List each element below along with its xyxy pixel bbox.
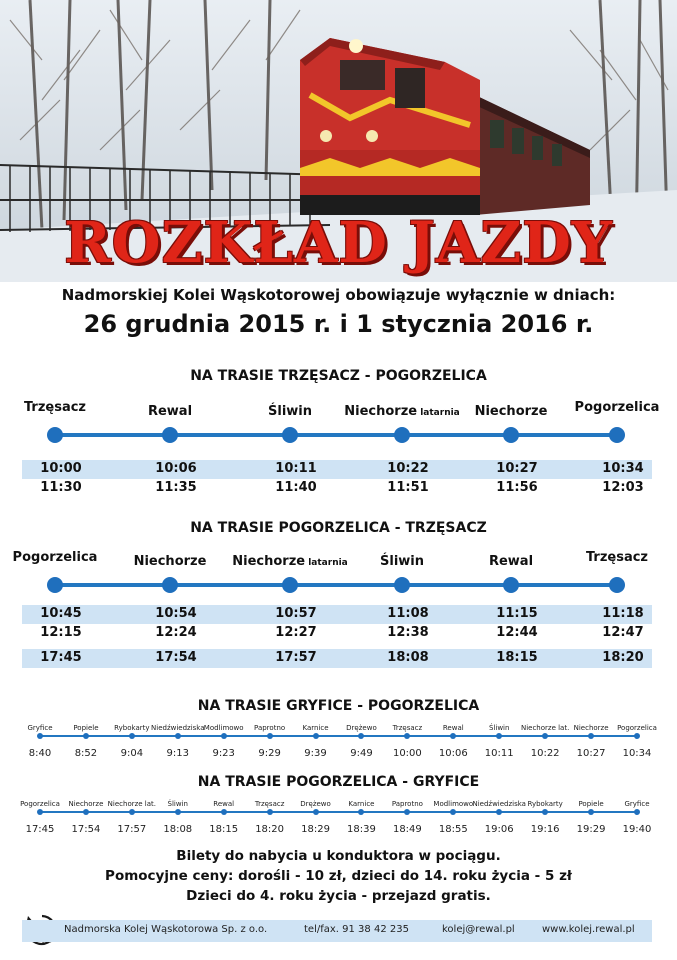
station-name: Karnice <box>302 724 329 732</box>
departure-time: 12:15 <box>40 625 82 640</box>
station-dot <box>588 809 594 815</box>
station-dot <box>404 809 410 815</box>
station-name: Popiele <box>578 800 604 808</box>
station-name: Rewal <box>213 800 235 808</box>
route2-title: NA TRASIE POGORZELICA - TRZĘSACZ <box>190 520 487 536</box>
station-name: Modlimowo <box>203 724 244 732</box>
departure-time: 18:08 <box>387 650 429 665</box>
departure-time: 10:00 <box>40 461 82 476</box>
departure-time: 10:27 <box>496 461 538 476</box>
departure-time: 10:27 <box>576 748 606 759</box>
departure-time: 17:57 <box>117 824 147 835</box>
station-dot <box>404 733 410 739</box>
departure-time: 18:20 <box>602 650 644 665</box>
station-label <box>13 550 98 565</box>
station-name: Modlimowo <box>433 800 474 808</box>
departure-time: 18:39 <box>347 824 376 835</box>
poster-title: ROZKŁAD JAZDY <box>64 210 613 276</box>
departure-time: 19:29 <box>576 824 606 835</box>
departure-time: 18:49 <box>392 824 422 835</box>
station-dot <box>609 577 625 593</box>
station-dot <box>358 809 364 815</box>
station-name: Śliwin <box>167 800 188 808</box>
station-name: Rybokarty <box>527 800 563 808</box>
station-label <box>489 554 533 569</box>
departure-time: 8:40 <box>28 748 52 759</box>
station-dot <box>221 733 227 739</box>
station-label <box>148 404 192 419</box>
station-name: Rewal <box>488 554 534 569</box>
station-dot <box>503 427 519 443</box>
station-dot <box>503 577 519 593</box>
station-suffix: latarnia <box>417 408 460 418</box>
station-dot <box>83 733 89 739</box>
timetable-row <box>22 460 652 479</box>
station-name: Niedźwiedziska <box>151 724 205 732</box>
station-name: Karnice <box>348 800 375 808</box>
station-label <box>475 404 548 419</box>
footer-phone: tel/fax. 91 38 42 235 <box>304 924 409 935</box>
departure-time: 18:15 <box>209 824 239 835</box>
station-dot <box>37 809 43 815</box>
departure-time: 10:06 <box>155 461 197 476</box>
route1-title: NA TRASIE TRZĘSACZ - POGORZELICA <box>190 368 487 384</box>
station-name: Gryfice <box>624 800 650 808</box>
footer-company: Nadmorska Kolej Wąskotorowa Sp. z o.o. <box>64 924 268 935</box>
station-dot <box>588 733 594 739</box>
departure-time: 10:22 <box>387 461 429 476</box>
departure-time: 11:18 <box>602 606 644 621</box>
station-dot <box>313 733 319 739</box>
departure-time: 12:24 <box>155 625 197 640</box>
station-dot <box>175 733 181 739</box>
station-dot <box>47 427 63 443</box>
route4-diagram <box>0 798 677 842</box>
dates-heading: 26 grudnia 2015 r. i 1 stycznia 2016 r. <box>83 310 594 338</box>
station-name: Rybokarty <box>114 724 150 732</box>
station-name: Śliwin <box>488 724 510 732</box>
route4-title: NA TRASIE POGORZELICA - GRYFICE <box>197 774 480 790</box>
station-name: Trzęsacz <box>23 400 87 415</box>
departure-time: 10:06 <box>438 748 468 759</box>
departure-time: 11:35 <box>155 480 197 495</box>
station-label <box>586 550 648 565</box>
station-dot <box>37 733 43 739</box>
timetable-row <box>22 605 652 624</box>
departure-time: 18:15 <box>496 650 538 665</box>
station-dot <box>47 577 63 593</box>
route2-timetable <box>22 605 652 668</box>
station-name: Niechorze <box>133 554 207 569</box>
departure-time: 11:30 <box>40 480 82 495</box>
route2-track <box>52 583 622 587</box>
departure-time: 10:54 <box>155 606 197 621</box>
departure-time: 18:55 <box>438 824 468 835</box>
station-dot <box>162 427 178 443</box>
departure-time: 10:11 <box>275 461 317 476</box>
station-dot <box>129 733 135 739</box>
station-dot <box>282 577 298 593</box>
station-dot <box>394 427 410 443</box>
station-name: Pogorzelica <box>12 550 98 565</box>
free-ride-info: Dzieci do 4. roku życia - przejazd gratis. <box>186 888 491 904</box>
departure-time: 9:39 <box>304 748 327 759</box>
station-name: Drężewo <box>346 724 377 732</box>
station-dot <box>450 733 456 739</box>
station-name: Trzęsacz <box>585 550 649 565</box>
departure-time: 9:29 <box>258 748 281 759</box>
station-label <box>344 404 460 419</box>
footer-email[interactable]: kolej@rewal.pl <box>442 924 515 935</box>
station-dot <box>282 427 298 443</box>
station-name: Rewal <box>442 724 464 732</box>
departure-time: 10:00 <box>392 748 422 759</box>
departure-time: 10:34 <box>622 748 652 759</box>
station-name: Trzęsacz <box>392 724 423 732</box>
intro-text: Nadmorskiej Kolei Wąskotorowej obowiązuje wyłącznie w dniach: <box>61 286 616 304</box>
tickets-info: Bilety do nabycia u konduktora w pociągu. <box>176 848 501 864</box>
departure-time: 10:11 <box>484 748 514 759</box>
departure-time: 17:57 <box>275 650 317 665</box>
departure-time: 18:08 <box>163 824 193 835</box>
hero-photo <box>0 0 677 282</box>
departure-time: 11:40 <box>275 480 317 495</box>
timetable-row <box>22 624 652 643</box>
route1-timetable <box>22 460 652 498</box>
station-name: Trzęsacz <box>254 800 285 808</box>
station-name: Śliwin <box>380 554 424 569</box>
station-dot <box>129 809 135 815</box>
station-dot <box>313 809 319 815</box>
station-dot <box>496 733 502 739</box>
departure-time: 19:16 <box>530 824 560 835</box>
station-dot <box>175 809 181 815</box>
departure-time: 11:56 <box>496 480 538 495</box>
station-name: Paprotno <box>391 800 423 808</box>
prices-info: Pomocyjne ceny: dorośli - 10 zł, dzieci do 14. roku życia - 5 zł <box>105 868 572 884</box>
departure-time: 9:04 <box>120 748 144 759</box>
route3-diagram <box>0 722 677 766</box>
departure-time: 12:03 <box>602 480 644 495</box>
station-name: Niechorze <box>68 800 104 808</box>
departure-time: 19:06 <box>484 824 514 835</box>
station-label <box>24 400 86 415</box>
departure-time: 12:44 <box>496 625 538 640</box>
footer-website[interactable]: www.kolej.rewal.pl <box>542 924 635 935</box>
station-name: Pogorzelica <box>20 800 60 808</box>
station-dot <box>221 809 227 815</box>
departure-time: 10:45 <box>40 606 82 621</box>
departure-time: 18:29 <box>301 824 330 835</box>
station-name: Niechorze <box>344 404 418 419</box>
departure-time: 18:20 <box>255 824 285 835</box>
departure-time: 8:52 <box>74 748 98 759</box>
footer-bar <box>22 920 652 942</box>
departure-time: 11:51 <box>387 480 429 495</box>
station-dot <box>450 809 456 815</box>
station-name: Pogorzelica <box>574 400 660 415</box>
departure-time: 12:38 <box>387 625 429 640</box>
station-name: Niechorze <box>232 554 306 569</box>
departure-time: 11:15 <box>496 606 538 621</box>
departure-time: 10:34 <box>602 461 644 476</box>
station-name: Śliwin <box>268 404 312 419</box>
station-dot <box>609 427 625 443</box>
station-dot <box>358 733 364 739</box>
station-dot <box>162 577 178 593</box>
station-label <box>380 554 424 569</box>
departure-time: 17:54 <box>71 824 101 835</box>
station-name: Niechorze lat. <box>520 724 570 732</box>
station-dot <box>634 809 640 815</box>
departure-time: 9:13 <box>166 748 189 759</box>
departure-time: 12:47 <box>602 625 644 640</box>
route3-title: NA TRASIE GRYFICE - POGORZELICA <box>197 698 480 714</box>
departure-time: 10:22 <box>530 748 560 759</box>
station-suffix: latarnia <box>305 558 348 568</box>
departure-time: 17:45 <box>25 824 55 835</box>
station-name: Niechorze <box>474 404 548 419</box>
station-name: Niechorze lat. <box>107 800 157 808</box>
station-name: Drężewo <box>300 800 331 808</box>
station-name: Niechorze <box>573 724 609 732</box>
station-name: Paprotno <box>254 724 286 732</box>
station-dot <box>634 733 640 739</box>
departure-time: 12:27 <box>275 625 317 640</box>
timetable-row <box>22 479 652 498</box>
station-dot <box>542 733 548 739</box>
station-name: Rewal <box>147 404 193 419</box>
station-dot <box>542 809 548 815</box>
departure-time: 9:23 <box>212 748 235 759</box>
departure-time: 10:57 <box>275 606 317 621</box>
timetable-row <box>22 649 652 668</box>
station-label <box>232 554 348 569</box>
station-label <box>134 554 207 569</box>
station-name: Pogorzelica <box>617 724 657 732</box>
station-label <box>268 404 312 419</box>
station-name: Niedźwiedziska <box>472 800 526 808</box>
departure-time: 19:40 <box>622 824 652 835</box>
station-dot <box>267 733 273 739</box>
station-label <box>575 400 660 415</box>
departure-time: 9:49 <box>350 748 373 759</box>
departure-time: 17:45 <box>40 650 82 665</box>
station-dot <box>496 809 502 815</box>
route1-track <box>52 433 622 437</box>
station-name: Gryfice <box>27 724 53 732</box>
station-dot <box>394 577 410 593</box>
departure-time: 11:08 <box>387 606 429 621</box>
station-name: Popiele <box>73 724 99 732</box>
departure-time: 17:54 <box>155 650 197 665</box>
station-dot <box>83 809 89 815</box>
station-dot <box>267 809 273 815</box>
